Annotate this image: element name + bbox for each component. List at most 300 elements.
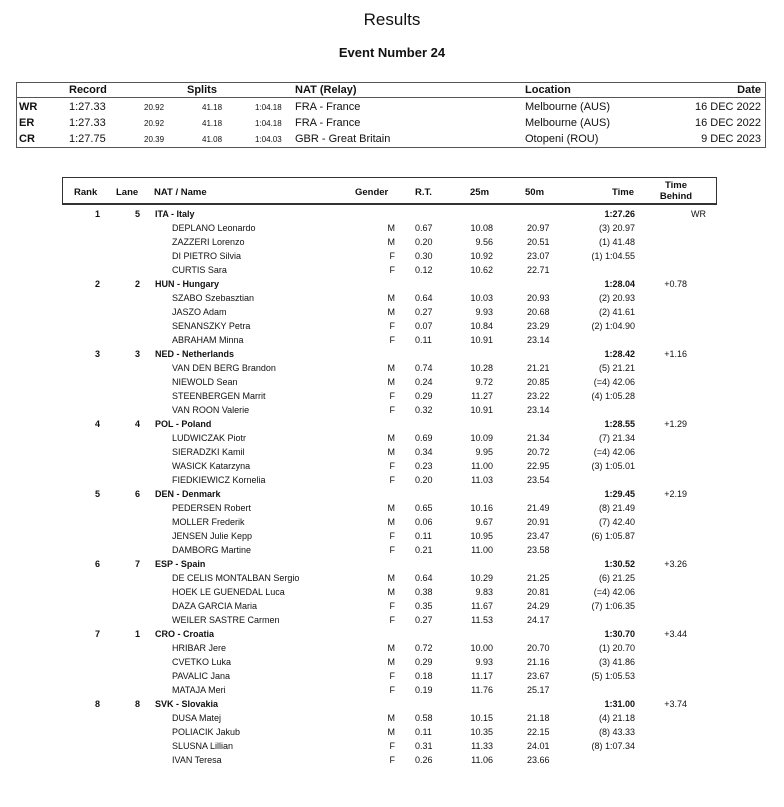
team-lane: 6 xyxy=(134,489,140,499)
swimmer-25m: 10.62 xyxy=(470,265,493,275)
swimmer-gender: M xyxy=(387,713,395,723)
swimmer-cumulative-split: (3) 20.97 xyxy=(598,223,635,233)
swimmer-row xyxy=(0,460,784,474)
team-nat: ESP - Spain xyxy=(155,559,206,569)
swimmer-row xyxy=(0,656,784,670)
team-row xyxy=(0,348,784,362)
swimmer-50m: 20.68 xyxy=(527,307,550,317)
swimmer-50m: 24.29 xyxy=(527,601,550,611)
swimmer-row xyxy=(0,446,784,460)
swimmer-name: MOLLER Frederik xyxy=(172,517,245,527)
swimmer-gender: F xyxy=(389,475,395,485)
swimmer-cumulative-split: (7) 42.40 xyxy=(598,517,635,527)
swimmer-reaction-time: 0.27 xyxy=(415,615,433,625)
swimmer-reaction-time: 0.65 xyxy=(415,503,433,513)
page-title: Results xyxy=(363,10,421,29)
swimmer-25m: 11.06 xyxy=(471,755,493,765)
swimmer-cumulative-split: (7) 1:06.35 xyxy=(591,601,635,611)
swimmer-row xyxy=(0,740,784,754)
record-row xyxy=(17,132,765,148)
swimmer-reaction-time: 0.38 xyxy=(415,587,433,597)
swimmer-cumulative-split: (5) 1:05.53 xyxy=(591,671,635,681)
record-split-1: 20.39 xyxy=(144,135,165,144)
record-type: WR xyxy=(19,101,38,113)
swimmer-50m: 23.07 xyxy=(527,251,550,261)
team-row xyxy=(0,418,784,432)
swimmer-reaction-time: 0.30 xyxy=(415,251,433,261)
swimmer-gender: M xyxy=(387,447,395,457)
swimmer-name: CURTIS Sara xyxy=(172,265,227,275)
swimmer-25m: 10.95 xyxy=(470,531,493,541)
results-header xyxy=(62,177,717,205)
swimmer-50m: 23.47 xyxy=(527,531,550,541)
swimmer-row xyxy=(0,642,784,656)
swimmer-50m: 22.95 xyxy=(527,461,550,471)
team-rank: 5 xyxy=(94,489,100,499)
swimmer-name: DAMBORG Martine xyxy=(172,545,252,555)
team-time-behind: +3.74 xyxy=(664,699,687,709)
team-time: 1:31.00 xyxy=(604,699,635,709)
record-row xyxy=(17,100,765,116)
record-type: CR xyxy=(19,133,35,145)
swimmer-reaction-time: 0.23 xyxy=(415,461,433,471)
swimmer-reaction-time: 0.24 xyxy=(415,377,433,387)
swimmer-25m: 10.91 xyxy=(470,405,493,415)
swimmer-50m: 22.15 xyxy=(527,727,550,737)
record-split-3: 1:04.18 xyxy=(255,103,282,112)
swimmer-row xyxy=(0,600,784,614)
swimmer-row xyxy=(0,264,784,278)
team-time: 1:30.70 xyxy=(604,629,635,639)
record-location: Otopeni (ROU) xyxy=(525,133,599,145)
swimmer-50m: 24.01 xyxy=(527,741,550,751)
team-lane: 1 xyxy=(134,629,140,639)
swimmer-name: SZABO Szebasztian xyxy=(172,293,255,303)
swimmer-cumulative-split: (7) 21.34 xyxy=(598,433,635,443)
header-name: NAT / Name xyxy=(154,187,207,198)
records-table xyxy=(16,82,766,148)
swimmer-gender: F xyxy=(389,755,395,765)
swimmer-row xyxy=(0,754,784,768)
swimmer-50m: 22.71 xyxy=(527,265,550,275)
event-number: Event Number 24 xyxy=(338,45,446,60)
swimmer-cumulative-split: (3) 41.86 xyxy=(598,657,635,667)
swimmer-gender: F xyxy=(389,251,395,261)
swimmer-name: ZAZZERI Lorenzo xyxy=(172,237,245,247)
swimmer-25m: 10.09 xyxy=(470,433,493,443)
swimmer-row xyxy=(0,236,784,250)
swimmer-gender: M xyxy=(387,643,395,653)
swimmer-50m: 21.16 xyxy=(527,657,550,667)
record-row xyxy=(17,116,765,132)
swimmer-25m: 10.35 xyxy=(470,727,493,737)
team-row xyxy=(0,698,784,712)
swimmer-25m: 10.91 xyxy=(470,335,493,345)
record-location: Melbourne (AUS) xyxy=(525,117,610,129)
swimmer-reaction-time: 0.18 xyxy=(415,671,433,681)
swimmer-name: NIEWOLD Sean xyxy=(172,377,238,387)
swimmer-row xyxy=(0,334,784,348)
swimmer-25m: 11.53 xyxy=(471,615,493,625)
swimmer-cumulative-split: (8) 43.33 xyxy=(598,727,635,737)
swimmer-name: MATAJA Meri xyxy=(172,685,226,695)
swimmer-gender: F xyxy=(389,265,395,275)
swimmer-50m: 20.72 xyxy=(527,447,550,457)
swimmer-gender: F xyxy=(389,615,395,625)
team-time-behind: +3.26 xyxy=(664,559,687,569)
team-nat: HUN - Hungary xyxy=(155,279,220,289)
team-nat: CRO - Croatia xyxy=(155,629,215,639)
team-lane: 4 xyxy=(134,419,140,429)
swimmer-cumulative-split: (2) 41.61 xyxy=(598,307,635,317)
swimmer-25m: 9.67 xyxy=(475,517,493,527)
swimmer-50m: 20.91 xyxy=(527,517,550,527)
record-nat: GBR - Great Britain xyxy=(295,133,391,145)
record-time: 1:27.75 xyxy=(69,133,106,145)
swimmer-row xyxy=(0,306,784,320)
swimmer-row xyxy=(0,390,784,404)
swimmer-reaction-time: 0.20 xyxy=(415,475,433,485)
team-lane: 3 xyxy=(134,349,140,359)
swimmer-cumulative-split: (1) 20.70 xyxy=(598,643,635,653)
header-rank: Rank xyxy=(74,187,98,198)
swimmer-reaction-time: 0.06 xyxy=(415,517,433,527)
swimmer-gender: M xyxy=(387,363,395,373)
swimmer-50m: 23.22 xyxy=(527,391,550,401)
team-time: 1:27.26 xyxy=(604,209,635,219)
record-date: 9 DEC 2023 xyxy=(701,133,761,145)
swimmer-name: SENANSZKY Petra xyxy=(172,321,251,331)
swimmer-reaction-time: 0.27 xyxy=(415,307,433,317)
team-time: 1:29.45 xyxy=(604,489,635,499)
swimmer-25m: 9.72 xyxy=(475,377,493,387)
swimmer-cumulative-split: (2) 1:04.90 xyxy=(591,321,635,331)
swimmer-25m: 10.29 xyxy=(470,573,493,583)
swimmer-50m: 20.81 xyxy=(527,587,550,597)
team-nat: NED - Netherlands xyxy=(155,349,235,359)
swimmer-25m: 11.00 xyxy=(471,545,493,555)
swimmer-row xyxy=(0,516,784,530)
team-row xyxy=(0,488,784,502)
team-rank: 7 xyxy=(94,629,100,639)
swimmer-row xyxy=(0,320,784,334)
swimmer-gender: M xyxy=(387,587,395,597)
team-time: 1:28.42 xyxy=(604,349,635,359)
header-50m: 50m xyxy=(525,187,545,198)
swimmer-50m: 21.25 xyxy=(527,573,550,583)
team-time: 1:28.04 xyxy=(604,279,635,289)
team-nat: SVK - Slovakia xyxy=(155,699,219,709)
team-time: 1:28.55 xyxy=(604,419,635,429)
swimmer-reaction-time: 0.29 xyxy=(415,391,433,401)
record-split-3: 1:04.03 xyxy=(255,135,282,144)
swimmer-name: SLUSNA Lillian xyxy=(172,741,234,751)
swimmer-25m: 11.00 xyxy=(471,461,493,471)
swimmer-gender: F xyxy=(389,335,395,345)
swimmer-row xyxy=(0,670,784,684)
swimmer-reaction-time: 0.11 xyxy=(415,335,432,345)
swimmer-gender: M xyxy=(387,223,395,233)
swimmer-row xyxy=(0,292,784,306)
swimmer-50m: 20.85 xyxy=(527,377,550,387)
swimmer-25m: 9.93 xyxy=(475,657,493,667)
swimmer-50m: 21.21 xyxy=(527,363,550,373)
team-row xyxy=(0,558,784,572)
swimmer-25m: 10.15 xyxy=(470,713,493,723)
swimmer-row xyxy=(0,544,784,558)
swimmer-row xyxy=(0,502,784,516)
swimmer-gender: F xyxy=(389,461,395,471)
swimmer-name: CVETKO Luka xyxy=(172,657,232,667)
swimmer-row xyxy=(0,474,784,488)
swimmer-25m: 11.76 xyxy=(471,685,493,695)
swimmer-50m: 23.67 xyxy=(527,671,550,681)
team-lane: 8 xyxy=(134,699,140,709)
swimmer-25m: 11.17 xyxy=(471,671,493,681)
swimmer-25m: 11.67 xyxy=(471,601,493,611)
swimmer-reaction-time: 0.20 xyxy=(415,237,433,247)
swimmer-reaction-time: 0.34 xyxy=(415,447,433,457)
swimmer-50m: 20.51 xyxy=(527,237,550,247)
swimmer-row xyxy=(0,684,784,698)
swimmer-row xyxy=(0,404,784,418)
team-time: 1:30.52 xyxy=(604,559,635,569)
swimmer-50m: 20.93 xyxy=(527,293,550,303)
swimmer-50m: 23.58 xyxy=(527,545,550,555)
team-lane: 2 xyxy=(134,279,140,289)
swimmer-name: FIEDKIEWICZ Kornelia xyxy=(172,475,266,485)
swimmer-gender: F xyxy=(389,405,395,415)
swimmer-25m: 11.33 xyxy=(471,741,493,751)
team-time-behind: +2.19 xyxy=(664,489,687,499)
swimmer-gender: M xyxy=(387,293,395,303)
swimmer-name: WASICK Katarzyna xyxy=(172,461,251,471)
swimmer-name: JENSEN Julie Kepp xyxy=(172,531,253,541)
records-header-location: Location xyxy=(525,84,571,96)
swimmer-gender: M xyxy=(387,433,395,443)
swimmer-gender: F xyxy=(389,531,395,541)
team-rank: 6 xyxy=(94,559,100,569)
swimmer-50m: 21.18 xyxy=(527,713,550,723)
record-nat: FRA - France xyxy=(295,101,361,113)
swimmer-name: VAN DEN BERG Brandon xyxy=(172,363,276,373)
swimmer-cumulative-split: (8) 1:07.34 xyxy=(591,741,635,751)
swimmer-50m: 23.66 xyxy=(527,755,550,765)
swimmer-50m: 23.14 xyxy=(527,335,550,345)
team-rank: 2 xyxy=(94,279,100,289)
swimmer-cumulative-split: (8) 21.49 xyxy=(598,503,635,513)
swimmer-gender: F xyxy=(389,391,395,401)
swimmer-name: DAZA GARCIA Maria xyxy=(172,601,258,611)
swimmer-50m: 21.34 xyxy=(527,433,550,443)
team-row xyxy=(0,278,784,292)
swimmer-50m: 23.54 xyxy=(527,475,550,485)
swimmer-reaction-time: 0.74 xyxy=(415,363,433,373)
swimmer-name: DEPLANO Leonardo xyxy=(172,223,256,233)
record-split-2: 41.18 xyxy=(202,119,223,128)
swimmer-25m: 11.03 xyxy=(471,475,493,485)
swimmer-gender: F xyxy=(389,321,395,331)
swimmer-cumulative-split: (=4) 42.06 xyxy=(593,447,635,457)
swimmer-reaction-time: 0.11 xyxy=(415,727,432,737)
swimmer-25m: 9.83 xyxy=(475,587,493,597)
swimmer-25m: 10.28 xyxy=(470,363,493,373)
swimmer-reaction-time: 0.19 xyxy=(415,685,433,695)
team-time-behind: +1.29 xyxy=(664,419,687,429)
swimmer-name: DE CELIS MONTALBAN Sergio xyxy=(172,573,300,583)
swimmer-25m: 10.03 xyxy=(470,293,493,303)
swimmer-50m: 20.97 xyxy=(527,223,550,233)
record-location: Melbourne (AUS) xyxy=(525,101,610,113)
swimmer-25m: 9.56 xyxy=(475,237,493,247)
swimmer-cumulative-split: (5) 21.21 xyxy=(598,363,635,373)
record-type: ER xyxy=(19,117,35,129)
record-split-1: 20.92 xyxy=(144,119,165,128)
swimmer-gender: M xyxy=(387,517,395,527)
swimmer-row xyxy=(0,530,784,544)
swimmer-row xyxy=(0,614,784,628)
swimmer-cumulative-split: (4) 1:05.28 xyxy=(591,391,635,401)
swimmer-gender: M xyxy=(387,377,395,387)
record-nat: FRA - France xyxy=(295,117,361,129)
team-lane: 7 xyxy=(134,559,140,569)
swimmer-reaction-time: 0.72 xyxy=(415,643,433,653)
swimmer-name: DUSA Matej xyxy=(172,713,222,723)
record-split-2: 41.18 xyxy=(202,103,223,112)
swimmer-cumulative-split: (2) 20.93 xyxy=(598,293,635,303)
swimmer-cumulative-split: (1) 1:04.55 xyxy=(591,251,635,261)
swimmer-reaction-time: 0.58 xyxy=(415,713,433,723)
record-time: 1:27.33 xyxy=(69,117,106,129)
swimmer-gender: M xyxy=(387,503,395,513)
swimmer-gender: F xyxy=(389,685,395,695)
swimmer-reaction-time: 0.29 xyxy=(415,657,433,667)
swimmer-50m: 23.14 xyxy=(527,405,550,415)
header-time-behind: Time Behind xyxy=(659,180,693,202)
swimmer-25m: 10.84 xyxy=(470,321,493,331)
record-date: 16 DEC 2022 xyxy=(694,117,761,129)
team-nat: DEN - Denmark xyxy=(155,489,221,499)
record-split-2: 41.08 xyxy=(202,135,223,144)
swimmer-row xyxy=(0,250,784,264)
swimmer-gender: F xyxy=(389,601,395,611)
records-header-nat: NAT (Relay) xyxy=(295,84,357,96)
team-nat: ITA - Italy xyxy=(155,209,195,219)
swimmer-reaction-time: 0.35 xyxy=(415,601,433,611)
swimmer-cumulative-split: (6) 21.25 xyxy=(598,573,635,583)
swimmer-row xyxy=(0,712,784,726)
swimmer-reaction-time: 0.26 xyxy=(415,755,433,765)
swimmer-reaction-time: 0.21 xyxy=(415,545,433,555)
team-time-behind: +3.44 xyxy=(664,629,687,639)
record-split-1: 20.92 xyxy=(144,103,165,112)
swimmer-row xyxy=(0,362,784,376)
records-header-record: Record xyxy=(69,84,107,96)
records-header xyxy=(17,83,765,98)
swimmer-reaction-time: 0.64 xyxy=(415,573,433,583)
swimmer-50m: 24.17 xyxy=(527,615,550,625)
team-time-behind: +1.16 xyxy=(664,349,687,359)
swimmer-name: SIERADZKI Kamil xyxy=(172,447,245,457)
swimmer-gender: M xyxy=(387,573,395,583)
swimmer-name: WEILER SASTRE Carmen xyxy=(172,615,280,625)
swimmer-25m: 10.16 xyxy=(470,503,493,513)
swimmer-50m: 25.17 xyxy=(527,685,550,695)
team-time-behind: WR xyxy=(691,209,706,219)
swimmer-row xyxy=(0,222,784,236)
swimmer-gender: M xyxy=(387,237,395,247)
swimmer-name: JASZO Adam xyxy=(172,307,227,317)
swimmer-row xyxy=(0,726,784,740)
swimmer-row xyxy=(0,572,784,586)
swimmer-row xyxy=(0,376,784,390)
swimmer-25m: 9.95 xyxy=(475,447,493,457)
swimmer-name: STEENBERGEN Marrit xyxy=(172,391,266,401)
swimmer-gender: M xyxy=(387,657,395,667)
records-header-date: Date xyxy=(737,84,761,96)
swimmer-cumulative-split: (3) 1:05.01 xyxy=(591,461,635,471)
header-time: Time xyxy=(612,187,635,198)
swimmer-gender: F xyxy=(389,741,395,751)
swimmer-reaction-time: 0.67 xyxy=(415,223,433,233)
swimmer-cumulative-split: (=4) 42.06 xyxy=(593,587,635,597)
swimmer-gender: F xyxy=(389,671,395,681)
swimmer-name: POLIACIK Jakub xyxy=(172,727,241,737)
swimmer-cumulative-split: (4) 21.18 xyxy=(598,713,635,723)
swimmer-cumulative-split: (=4) 42.06 xyxy=(593,377,635,387)
records-header-splits: Splits xyxy=(187,84,217,96)
swimmer-gender: M xyxy=(387,727,395,737)
team-rank: 3 xyxy=(94,349,100,359)
swimmer-gender: F xyxy=(389,545,395,555)
swimmer-name: HOEK LE GUENEDAL Luca xyxy=(172,587,285,597)
swimmer-name: VAN ROON Valerie xyxy=(172,405,250,415)
swimmer-gender: M xyxy=(387,307,395,317)
swimmer-row xyxy=(0,586,784,600)
swimmer-name: DI PIETRO Silvia xyxy=(172,251,242,261)
results-list xyxy=(0,208,784,768)
team-row xyxy=(0,208,784,222)
swimmer-25m: 10.08 xyxy=(470,223,493,233)
header-gender: Gender xyxy=(355,187,389,198)
team-rank: 1 xyxy=(94,209,100,219)
team-rank: 4 xyxy=(94,419,100,429)
swimmer-reaction-time: 0.11 xyxy=(415,531,432,541)
team-row xyxy=(0,628,784,642)
swimmer-cumulative-split: (1) 41.48 xyxy=(598,237,635,247)
swimmer-25m: 11.27 xyxy=(471,391,493,401)
swimmer-reaction-time: 0.31 xyxy=(415,741,433,751)
swimmer-50m: 23.29 xyxy=(527,321,550,331)
swimmer-reaction-time: 0.12 xyxy=(415,265,433,275)
swimmer-reaction-time: 0.32 xyxy=(415,405,433,415)
swimmer-name: LUDWICZAK Piotr xyxy=(172,433,247,443)
swimmer-row xyxy=(0,432,784,446)
swimmer-25m: 10.92 xyxy=(470,251,493,261)
swimmer-reaction-time: 0.69 xyxy=(415,433,433,443)
team-lane: 5 xyxy=(134,209,140,219)
swimmer-25m: 9.93 xyxy=(475,307,493,317)
record-time: 1:27.33 xyxy=(69,101,106,113)
record-split-3: 1:04.18 xyxy=(255,119,282,128)
swimmer-name: ABRAHAM Minna xyxy=(172,335,244,345)
header-lane: Lane xyxy=(116,187,139,198)
team-time-behind: +0.78 xyxy=(664,279,687,289)
swimmer-name: PEDERSEN Robert xyxy=(172,503,252,513)
swimmer-name: IVAN Teresa xyxy=(172,755,222,765)
swimmer-cumulative-split: (6) 1:05.87 xyxy=(591,531,635,541)
swimmer-reaction-time: 0.64 xyxy=(415,293,433,303)
